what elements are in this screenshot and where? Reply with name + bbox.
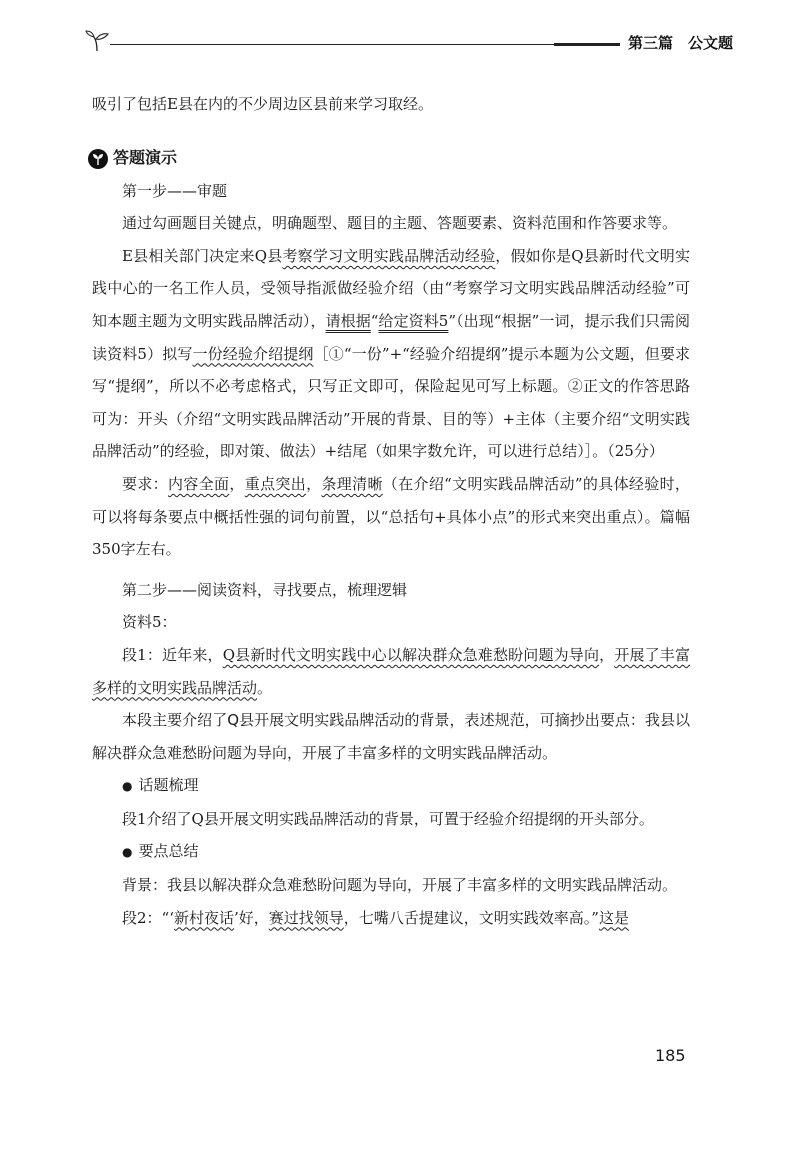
wavy-underline: 开展了丰富多样的文明实践品牌活动	[92, 645, 690, 697]
running-header	[84, 26, 734, 56]
page-number: 185	[655, 1046, 686, 1065]
step1-title: 第一步——审题	[122, 181, 228, 200]
material-label: 资料5：	[122, 613, 177, 632]
sprout-icon	[84, 30, 110, 52]
step1-paragraph-2: E县相关部门决定来Q县考察学习文明实践品牌活动经验，假如你是Q县新时代文明实践中心的一名工作人员，受领导指派做经验介绍（由“考察学习文明实践品牌活动经验”可知本题主题为文明实践品牌活动），请根据“给定资料5”（出现“根据”一词，提示我们只需阅读资料5）拟写一份经验介绍提纲［①“一份”+“经验介绍提纲”提示本题为公文题，但要求写“提纲”，所以不必考虑格式，只写正文即可，保险起见可写上标题。②正文的作答思路可为：开头（介绍“文明实践品牌活动”开展的背景、目的等）+主体（主要介绍“文明实践品牌活动”的经验，即对策、做法）+结尾（如果字数允许，可以进行总结）］。（25分）	[92, 246, 690, 461]
wavy-underline: 重点突出	[244, 474, 307, 493]
analysis-paragraph: 本段主要介绍了Q县开展文明实践品牌活动的背景，表述规范，可摘抄出要点：我县以解决群众急难愁盼问题为导向，开展了丰富多样的文明实践品牌活动。	[92, 711, 690, 762]
section-title-text: 答题演示	[113, 148, 178, 168]
topic-paragraph: 段1介绍了Q县开展文明实践品牌活动的背景，可置于经验介绍提纲的开头部分。	[122, 809, 654, 828]
section-title	[88, 143, 690, 175]
wavy-underline: 赛过找领导	[268, 908, 344, 927]
bullet-topic: ● 话题梳理	[92, 769, 690, 803]
page-body	[92, 88, 690, 934]
step1-paragraph-1: 通过勾画题目关键点，明确题型、题目的主题、答题要素、资料范围和作答要求等。	[122, 214, 678, 233]
summary-paragraph: 背景：我县以解决群众急难愁盼问题为导向，开展了丰富多样的文明实践品牌活动。	[122, 876, 678, 895]
header-rule	[110, 44, 620, 45]
wavy-underline: 内容全面	[168, 474, 230, 493]
sprout-badge-icon	[88, 149, 108, 169]
chapter-title: 第三篇 公文题	[628, 34, 734, 52]
wavy-underline: 条理清晰	[321, 474, 383, 493]
double-underline: 请根据	[325, 311, 371, 330]
header-rule-thick	[554, 43, 620, 46]
material-paragraph-1: 段1：近年来，Q县新时代文明实践中心以解决群众急难愁盼问题为导向，开展了丰富多样的文明实践品牌活动。	[92, 645, 690, 697]
step2-title: 第二步——阅读资料，寻找要点，梳理逻辑	[122, 580, 408, 599]
wavy-underline: Q县新时代文明实践中心以解决群众急难愁盼问题为导向	[222, 645, 600, 664]
intro-line: 吸引了包括E县在内的不少周边区县前来学习取经。	[92, 95, 433, 113]
material-paragraph-2: 段2：“‘新村夜话’好，赛过找领导，七嘴八舌提建议，文明实践效率高。”这是	[122, 908, 629, 927]
bullet-summary: ● 要点总结	[92, 835, 690, 869]
wavy-underline: 一份经验介绍提纲	[192, 344, 314, 363]
wavy-underline: 考察学习文明实践品牌活动经验	[282, 246, 496, 265]
wavy-underline: 新村夜话	[173, 908, 234, 927]
step1-paragraph-3: 要求：内容全面，重点突出，条理清晰（在介绍“文明实践品牌活动”的具体经验时，可以将每条要点中概括性强的词句前置，以“总括句+具体小点”的形式来突出重点）。篇幅350字左右。	[92, 474, 690, 559]
wavy-underline: 这是	[598, 908, 629, 927]
double-underline: 给定资料5	[378, 311, 449, 330]
